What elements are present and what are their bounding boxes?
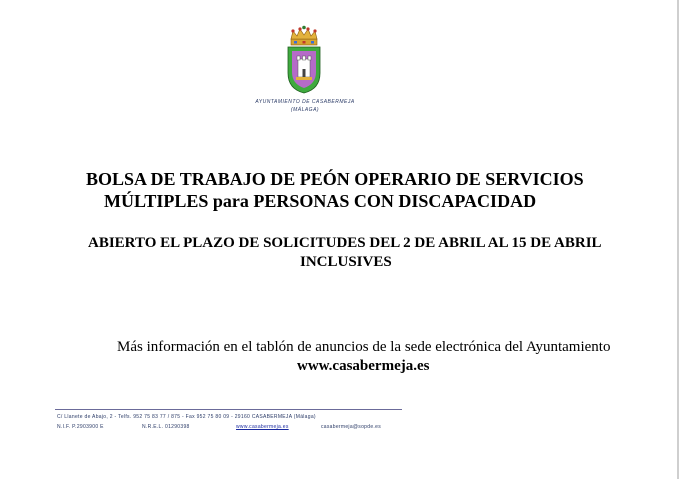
footer-nif: N.I.F. P.2903900 E <box>57 424 104 430</box>
organization-province: (MÁLAGA) <box>290 107 320 113</box>
footer-nrel: N.R.E.L. 01290398 <box>142 424 190 430</box>
application-period-line-1: ABIERTO EL PLAZO DE SOLICITUDES DEL 2 DE ABRIL AL 15 DE ABRIL <box>88 235 602 251</box>
document-title-line-1: BOLSA DE TRABAJO DE PEÓN OPERARIO DE SERVICIOS <box>86 169 584 189</box>
application-period-line-2: INCLUSIVES <box>300 254 392 270</box>
coat-of-arms-icon <box>284 25 324 95</box>
footer-web-link[interactable]: www.casabermeja.es <box>236 424 289 430</box>
footer-divider <box>55 409 402 410</box>
organization-header <box>230 98 380 114</box>
page-edge <box>677 0 679 479</box>
footer-address: C/ Llanete de Abajo, 2 - Telfs. 952 75 83 77 / 875 - Fax 952 75 80 09 - 29160 CASABERMEJA (Málaga) <box>57 414 316 420</box>
document-title-line-2: MÚLTIPLES para PERSONAS CON DISCAPACIDAD <box>104 191 537 211</box>
organization-name: AYUNTAMIENTO DE CASABERMEJA <box>255 99 355 105</box>
website-text: www.casabermeja.es <box>297 358 430 374</box>
footer-email: casabermeja@sopde.es <box>321 424 381 430</box>
more-info-text: Más información en el tablón de anuncios de la sede electrónica del Ayuntamiento <box>117 339 611 355</box>
